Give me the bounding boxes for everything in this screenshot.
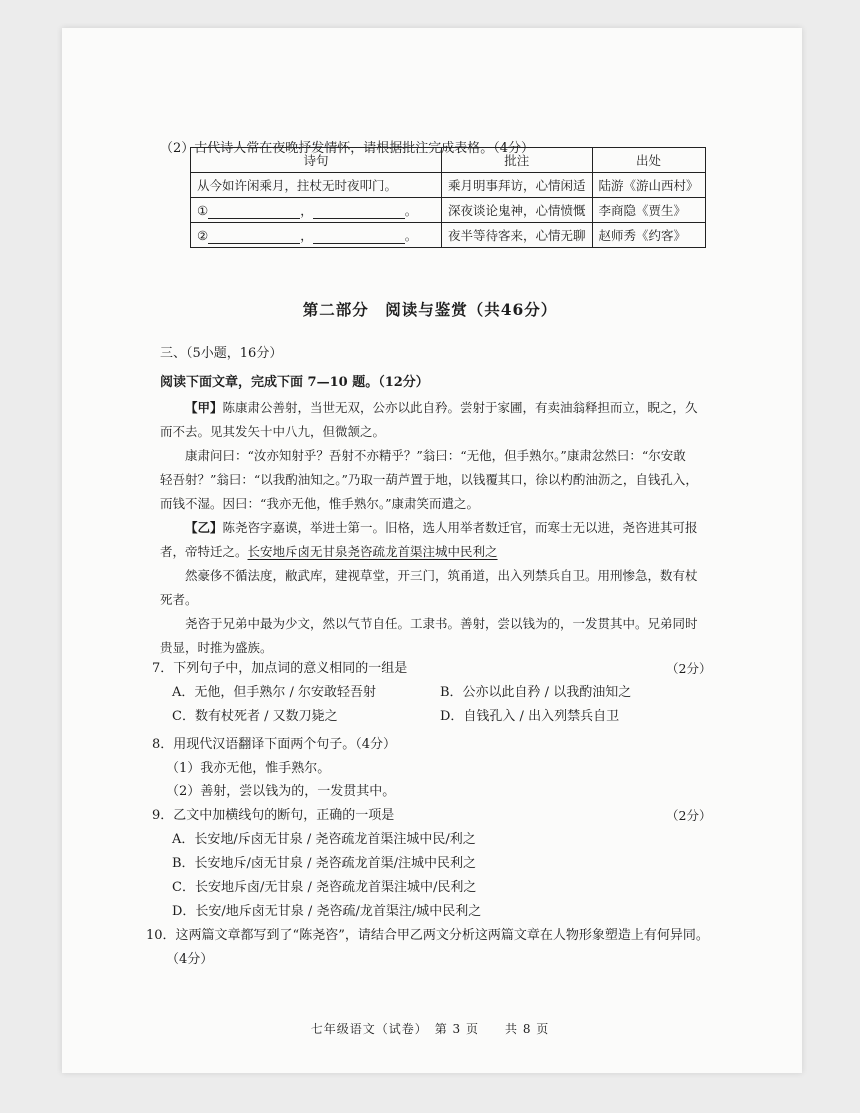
part2-title: 第二部分 阅读与鉴赏（共46分） [302, 300, 558, 319]
q7-option-a[interactable]: A．无他，但手熟尔 / 尔安敢轻吾射 [172, 685, 377, 700]
passage-jia-line: 轻吾射？”翁曰：“以我酌油知之。”乃取一葫芦置于地，以钱覆其口，徐以杓酌油沥之，自钱孔入， [160, 472, 698, 487]
q7-stem: 7．下列句子中，加点词的意义相同的一组是 [152, 661, 408, 676]
q7-option-c[interactable]: C．数有杖死者 / 又数刀毙之 [172, 709, 338, 724]
table-header-note: 批注 [442, 148, 593, 173]
answer-comma: ， [300, 228, 313, 243]
answer-blank[interactable] [208, 231, 300, 244]
q10-stem: 10．这两篇文章都写到了“陈尧咨”，请结合甲乙两文分析这两篇文章在人物形象塑造上有何异同。 [146, 928, 709, 943]
passage-jia-line: 而不去。见其发矢十中八九，但微颔之。 [160, 424, 386, 439]
passage-yi-line: 者，帝特迁之。 [160, 544, 248, 559]
table-cell-source: 李商隐《贾生》 [592, 198, 705, 223]
table-cell-answer-2[interactable] [191, 223, 442, 248]
answer-marker: ① [197, 203, 209, 218]
passage-jia-line: 而钱不湿。因曰：“我亦无他，惟手熟尔。”康肃笑而遣之。 [160, 496, 480, 511]
q9-option-a[interactable]: A．长安地/斥卤无甘泉 / 尧咨疏龙首渠注城中民/利之 [172, 832, 476, 847]
table-row [191, 198, 706, 223]
table-cell-poem: 从今如许闲乘月，拄杖无时夜叩门。 [191, 173, 442, 198]
q8-stem: 8．用现代汉语翻译下面两个句子。（4分） [152, 737, 397, 752]
q7-option-d[interactable]: D．自钱孔入 / 出入列禁兵自卫 [440, 709, 620, 724]
q10-score: （4分） [166, 952, 214, 967]
q8-item-2: （2）善射，尝以钱为的，一发贯其中。 [166, 784, 396, 799]
reading-passage [160, 396, 720, 660]
section3-instruction: 阅读下面文章，完成下面 7—10 题。（12分） [160, 375, 429, 390]
passage-jia-line: 陈康肃公善射，当世无双，公亦以此自矜。尝射于家圃，有卖油翁释担而立，睨之，久 [222, 400, 698, 415]
answer-marker: ② [197, 228, 209, 243]
passage-yi-line: 陈尧咨字嘉谟，举进士第一。旧格，选人用举者数迁官，而寒士无以进，尧咨进其可报 [222, 520, 698, 535]
table-row [191, 223, 706, 248]
q2-prompt: （2）古代诗人常在夜晚抒发情怀，请根据批注完成表格。（4分） [160, 141, 535, 156]
table-header-row [191, 148, 706, 173]
passage-yi-line: 尧咨于兄弟中最为少文，然以气节自任。工隶书。善射，尝以钱为的，一发贯其中。兄弟同时 [185, 616, 698, 631]
table-cell-note: 乘月明事拜访，心情闲适 [442, 173, 593, 198]
q9-option-b[interactable]: B．长安地斥/卤无甘泉 / 尧咨疏龙首渠/注城中民利之 [172, 856, 476, 871]
q9-option-d[interactable]: D．长安/地斥卤无甘泉 / 尧咨疏/龙首渠注/城中民利之 [172, 904, 482, 919]
passage-jia-line: 康肃问曰：“汝亦知射乎？吾射不亦精乎？”翁曰：“无他，但手熟尔。”康肃忿然曰：“尔安敢 [185, 448, 686, 463]
q9-stem: 9．乙文中加横线句的断句，正确的一项是 [152, 808, 395, 823]
answer-comma: ， [300, 203, 313, 218]
underlined-sentence: 长安地斥卤无甘泉尧咨疏龙首渠注城中民利之 [247, 544, 498, 559]
table-header-source: 出处 [592, 148, 705, 173]
passage-yi-line: 然豪侈不循法度，敝武库，建视草堂，开三门，筑甬道，出入列禁兵自卫。用刑惨急，数有杖 [185, 568, 698, 583]
table-header-poem: 诗句 [191, 148, 442, 173]
q8-item-1: （1）我亦无他，惟手熟尔。 [166, 761, 331, 776]
answer-blank[interactable] [313, 231, 405, 244]
q9-option-c[interactable]: C．长安地斥卤/无甘泉 / 尧咨疏龙首渠注城中/民利之 [172, 880, 477, 895]
passage-yi-tag: 【乙】 [185, 520, 223, 535]
table-cell-answer-1[interactable] [191, 198, 442, 223]
section3-heading: 三、（5小题，16分） [160, 346, 283, 361]
passage-jia-tag: 【甲】 [185, 400, 223, 415]
table-cell-source: 赵师秀《约客》 [592, 223, 705, 248]
answer-period: 。 [404, 228, 418, 243]
table-row [191, 173, 706, 198]
table-cell-source: 陆游《游山西村》 [592, 173, 705, 198]
q9-score: （2分） [666, 808, 712, 823]
q7-score: （2分） [666, 661, 712, 676]
passage-yi-line: 死者。 [160, 592, 198, 607]
table-cell-note: 夜半等待客来，心情无聊 [442, 223, 593, 248]
answer-blank[interactable] [208, 206, 300, 219]
q7-option-b[interactable]: B．公亦以此自矜 / 以我酌油知之 [440, 685, 632, 700]
answer-period: 。 [404, 203, 418, 218]
page-footer: 七年级语文（试卷） 第 3 页 共 8 页 [310, 1022, 550, 1036]
poem-table [190, 147, 706, 248]
table-cell-note: 深夜谈论鬼神，心情愤慨 [442, 198, 593, 223]
answer-blank[interactable] [313, 206, 405, 219]
passage-yi-line: 贵显，时推为盛族。 [160, 640, 273, 655]
